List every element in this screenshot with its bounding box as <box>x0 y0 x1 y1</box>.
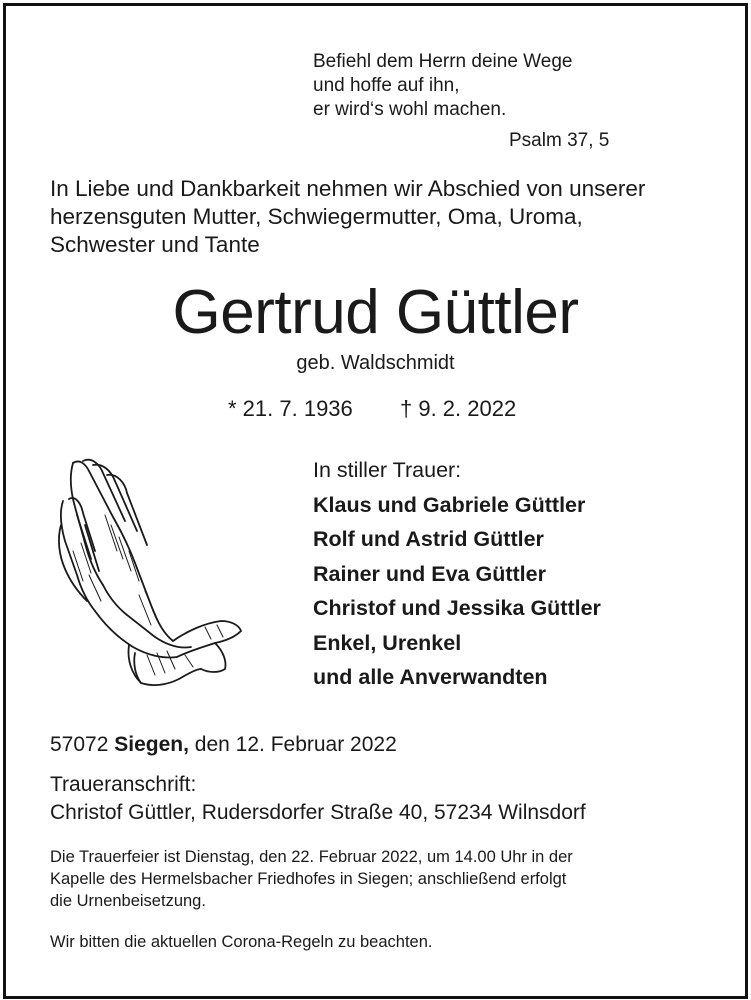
birth-date: * 21. 7. 1936 <box>228 396 353 421</box>
verse-line: und hoffe auf ihn, <box>313 75 460 96</box>
mourner-name: Enkel, Urenkel <box>313 630 462 655</box>
ceremony-line: die Urnenbeisetzung. <box>50 892 206 910</box>
mourner-name: Klaus und Gabriele Güttler <box>313 492 586 517</box>
mourning-address-label: Traueranschrift: <box>50 773 197 796</box>
intro-line: herzensguten Mutter, Schwiegermutter, Oma, Uroma, <box>50 204 583 229</box>
city: Siegen, <box>114 733 189 756</box>
place-date-line <box>50 733 397 757</box>
birth-name: geb. Waldschmidt <box>296 352 455 374</box>
mourning-address <box>50 771 586 827</box>
death-date: † 9. 2. 2022 <box>400 396 517 421</box>
intro-line: In Liebe und Dankbarkeit nehmen wir Abschied von unserer <box>50 176 646 201</box>
mourner-name: Rolf und Astrid Güttler <box>313 527 544 551</box>
postcode: 57072 <box>50 733 109 756</box>
deceased-name: Gertrud Güttler <box>172 278 579 347</box>
mourner-name: Christof und Jessika Güttler <box>313 596 601 620</box>
corona-note: Wir bitten die aktuellen Corona-Regeln zu beachten. <box>50 933 433 951</box>
praying-hands-icon <box>55 455 245 690</box>
mourner-name: und alle Anverwandten <box>313 665 548 689</box>
verse-reference: Psalm 37, 5 <box>509 130 610 151</box>
intro-line: Schwester und Tante <box>50 232 260 257</box>
intro-text <box>50 175 645 259</box>
verse-line: Befiehl dem Herrn deine Wege <box>313 51 573 72</box>
mourners-heading: In stiller Trauer: <box>313 458 462 482</box>
ceremony-notice <box>50 846 573 912</box>
ceremony-line: Die Trauerfeier ist Dienstag, den 22. Februar 2022, um 14.00 Uhr in der <box>50 848 573 866</box>
mourner-name: Rainer und Eva Güttler <box>313 561 546 586</box>
issue-date: den 12. Februar 2022 <box>194 733 397 756</box>
mourning-address-text: Christof Güttler, Rudersdorfer Straße 40, 57234 Wilnsdorf <box>50 801 586 824</box>
ceremony-line: Kapelle des Hermelsbacher Friedhofes in Siegen; anschließend erfolgt <box>50 870 567 888</box>
mourners-block <box>313 453 601 695</box>
verse-line: er wird‘s wohl machen. <box>313 99 507 120</box>
bible-verse <box>313 50 572 122</box>
